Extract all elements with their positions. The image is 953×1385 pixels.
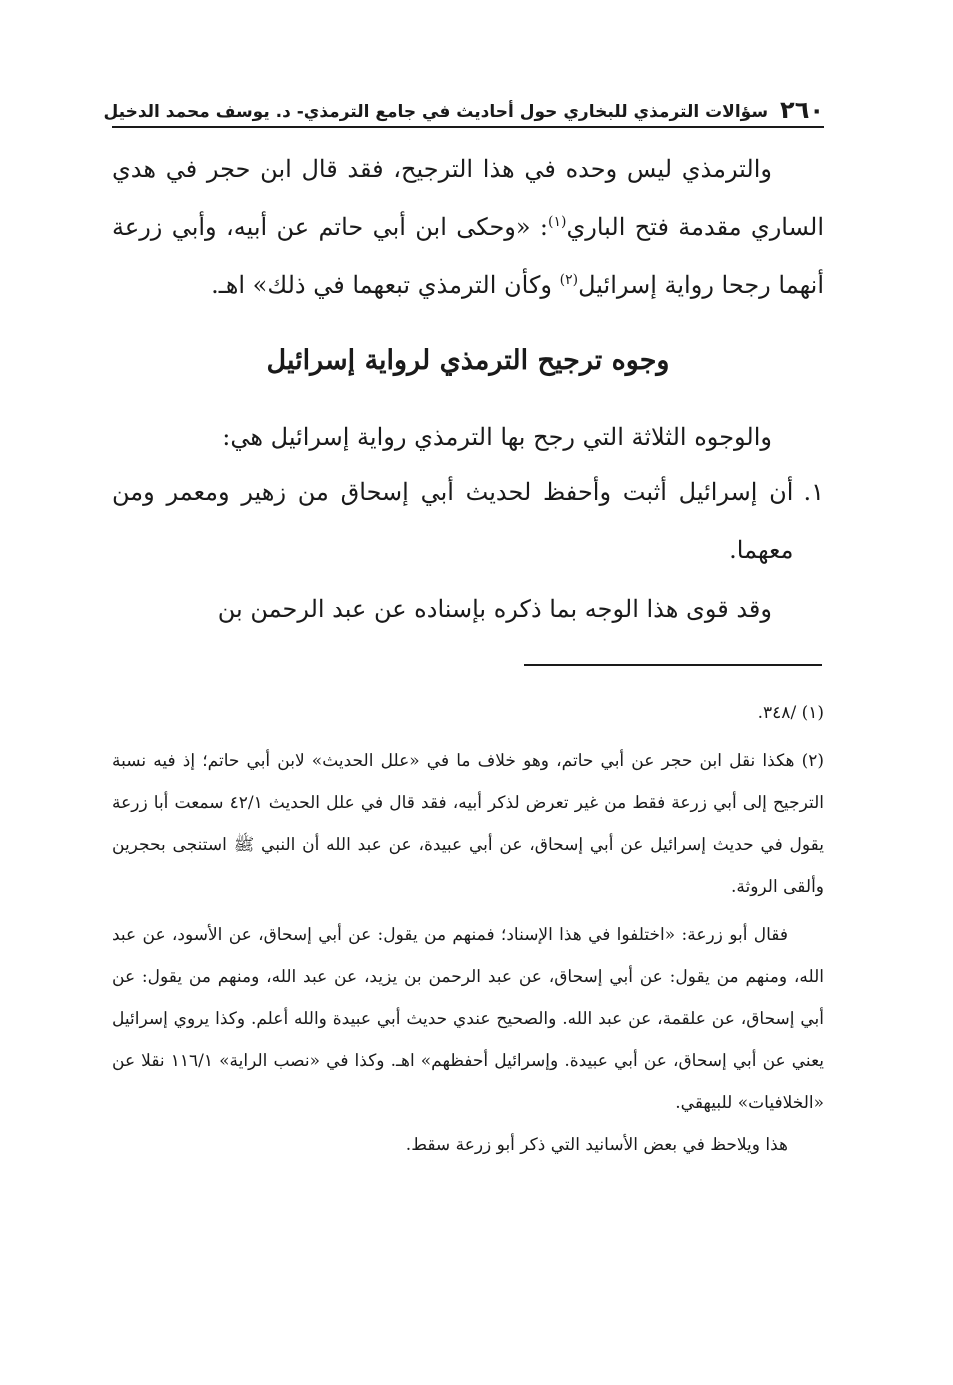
footnote-2: (٢) هكذا نقل ابن حجر عن أبي حاتم، وهو خلاف ما في «علل الحديث» لابن أبي حاتم؛ إذ فيه نسبة الترجيح إلى أبي زرعة فقط من غير تعرض لذكر أبيه، فقد قال في علل الحديث ٤٢/١ سمعت أبا زرعة يقول في حديث إسرائيل عن أبي إسحاق، عن أبي عبيدة، عن عبد الله أن النبي ﷺ استنجى بحجرين وألقى الروثة.: [112, 751, 824, 897]
footnote-1: (١) /٣٤٨.: [757, 703, 824, 723]
list-item: [112, 463, 824, 579]
footnote-ref-2: (٢): [559, 272, 579, 288]
running-title: سؤالات الترمذي للبخاري حول أحاديث في جامع الترمذي- د. يوسف محمد الدخيل: [103, 101, 769, 122]
paragraph-1: [112, 140, 824, 314]
footnotes-section: [112, 692, 824, 1166]
footnote-2-continuation: فقال أبو زرعة: «اختلفوا في هذا الإسناد؛ فمنهم من يقول: عن أبي إسحاق، عن الأسود، عن عبد الله، ومنهم من يقول: عن أبي إسحاق، عن عبد الرحمن بن يزيد، عن عبد الله، ومنهم من يقول: عن أبي إسحاق، عن علقمة، عن عبد الله. والصحيح عندي حديث أبي عبيدة والله أعلم. وكذا يروي إسرائيل يعني عن أبي إسحاق، عن أبي عبيدة. وإسرائيل أحفظهم» اهـ. وكذا في «نصب الراية» ١١٦/١ نقلا عن «الخلافيات» للبيهقي.: [112, 925, 824, 1113]
list-item-text: أن إسرائيل أثبت وأحفظ لحديث أبي إسحاق من زهير ومعمر ومن معهما.: [112, 478, 794, 564]
page-header: [103, 84, 824, 128]
paragraph-3: وقد قوى هذا الوجه بما ذكره بإسناده عن عبد الرحمن بن: [217, 595, 772, 623]
footnote-ref-1: (١): [548, 214, 567, 230]
paragraph-1-quote-a: : «وحكى ابن أبي حاتم عن أبيه، وأبي زرعة أنهما رجحا رواية إسرائيل: [112, 213, 824, 299]
list-item-number: ١.: [803, 478, 824, 506]
paragraph-1-text: والترمذي ليس وحده في هذا الترجيح، فقد قال ابن حجر في هدي الساري مقدمة فتح الباري: [112, 155, 825, 241]
section-heading: وجوه ترجيح الترمذي لرواية إسرائيل: [266, 345, 670, 376]
footnote-2-note: هذا ويلاحظ في بعض الأسانيد التي ذكر أبو زرعة سقط.: [405, 1135, 788, 1155]
paragraph-2: والوجوه الثلاثة التي رجح بها الترمذي رواية إسرائيل هي:: [222, 423, 772, 451]
paragraph-1-quote-b: وكأن الترمذي تبعهما في ذلك» اهـ.: [211, 271, 560, 299]
footnote-divider: [524, 664, 822, 666]
page-number: ٢٦٠: [780, 96, 824, 124]
